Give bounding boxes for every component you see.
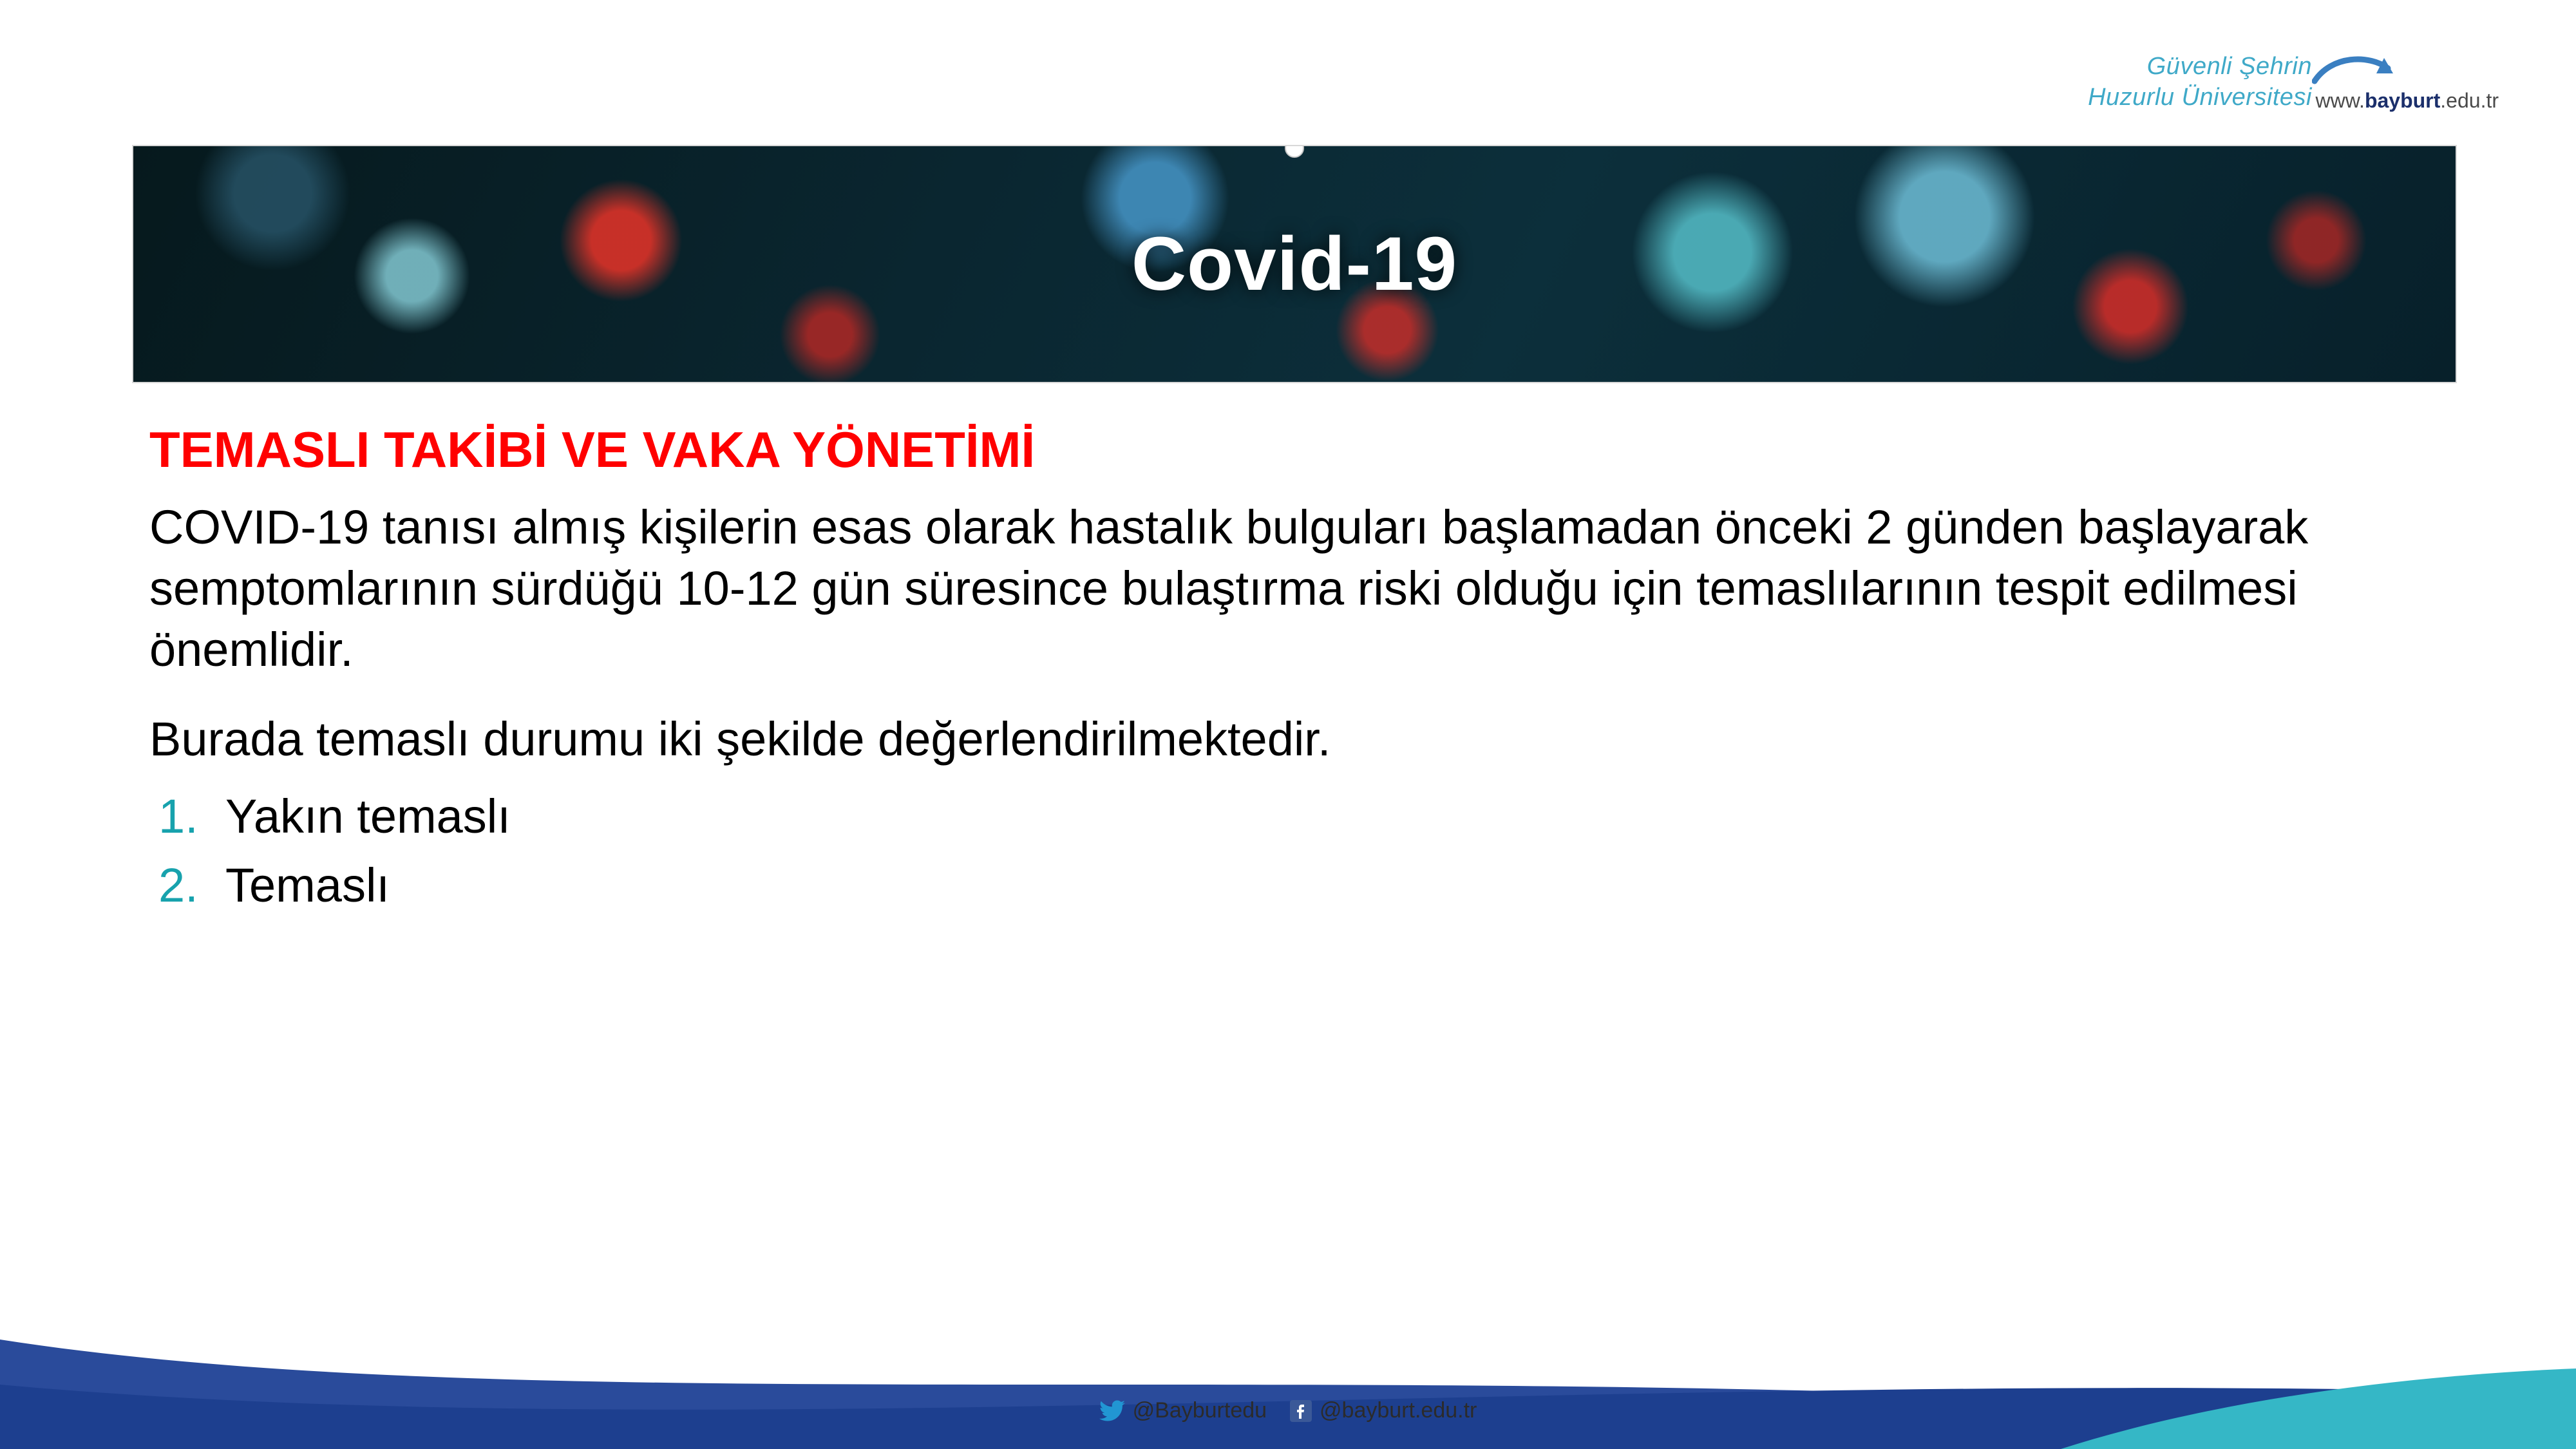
list-item-label: Yakın temaslı: [225, 790, 511, 844]
facebook-handle-label: @bayburt.edu.tr: [1320, 1398, 1477, 1423]
slide-content: [149, 422, 2455, 927]
list-item: [149, 789, 2455, 844]
footer-social-bar: [0, 1398, 2576, 1423]
curved-arrow-icon: [2312, 52, 2396, 90]
logo-url-prefix: www.: [2315, 89, 2365, 112]
university-logo: [2048, 52, 2499, 135]
page-title: TEMASLI TAKİBİ VE VAKA YÖNETİMİ: [149, 421, 1036, 478]
numbered-list: [149, 789, 2455, 913]
twitter-bird-icon: [1099, 1400, 1125, 1422]
logo-website-url: [2315, 89, 2499, 113]
covid-banner-image[interactable]: [132, 145, 2457, 383]
twitter-handle-label: @Bayburtedu: [1132, 1398, 1267, 1423]
list-item-number: 1.: [158, 790, 198, 844]
facebook-icon: [1290, 1400, 1312, 1422]
image-resize-handle[interactable]: [1285, 145, 1304, 158]
twitter-handle-group[interactable]: [1099, 1398, 1267, 1423]
paragraph-secondary: Burada temaslı durumu iki şekilde değerlendirilmektedir.: [149, 712, 1331, 766]
list-item: [149, 858, 2455, 913]
logo-slogan-line-1: Güvenli Şehrin: [2146, 53, 2312, 80]
logo-slogan-line-2: Huzurlu Üniversitesi: [2088, 84, 2312, 111]
paragraph-primary: COVID-19 tanısı almış kişilerin esas olarak hastalık bulguları başlamadan önceki 2 günden başlayarak semptomlarının sürdüğü 10-12 gün süresince bulaştırma riski olduğu için temaslılarının tespit edilmesi önemlidir.: [149, 500, 2309, 676]
facebook-handle-group[interactable]: [1290, 1398, 1477, 1423]
logo-url-suffix: .edu.tr: [2440, 89, 2499, 112]
list-item-label: Temaslı: [225, 858, 390, 913]
banner-title-text: Covid-19: [1131, 222, 1458, 307]
list-item-number: 2.: [158, 858, 198, 913]
logo-url-strong: bayburt: [2364, 89, 2441, 112]
